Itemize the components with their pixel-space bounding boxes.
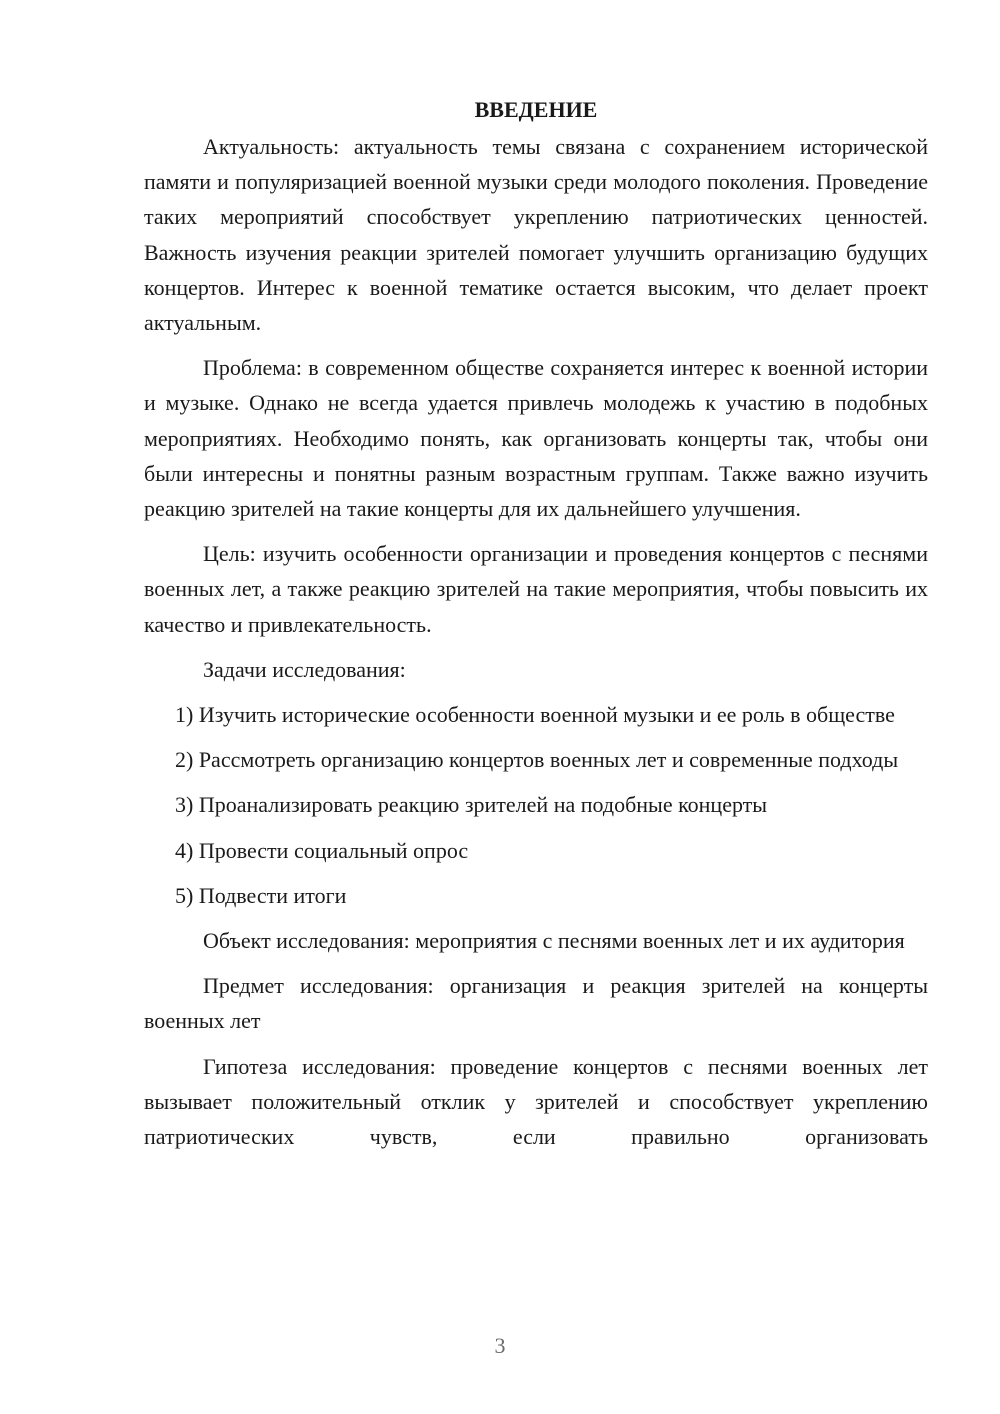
tasks-heading: Задачи исследования: xyxy=(203,656,406,682)
relevance-paragraph: Актуальность: актуальность темы связана с сохранением исторической памяти и популяризацией военной музыки среди молодого поколения. Проведение таких мероприятий способствует укреплению патриотических ценностей. Важность изучения реакции зрителей помогает улучшить организацию будущих концертов. Интерес к военной тематике остается высоким, что делает проект актуальным. xyxy=(144,134,928,336)
task-item-2: 2) Рассмотреть организацию концертов военных лет и современные подходы xyxy=(175,747,899,773)
object-paragraph: Объект исследования: мероприятия с песнями военных лет и их аудитория xyxy=(203,928,905,954)
goal-paragraph: Цель: изучить особенности организации и проведения концертов с песнями военных лет, а также реакцию зрителей на такие мероприятия, чтобы повысить их качество и привлекательность. xyxy=(144,541,928,637)
task-item-3: 3) Проанализировать реакцию зрителей на подобные концерты xyxy=(175,792,768,818)
section-title: ВВЕДЕНИЕ xyxy=(474,97,598,122)
task-item-1: 1) Изучить исторические особенности военной музыки и ее роль в обществе xyxy=(175,702,895,728)
problem-paragraph: Проблема: в современном обществе сохраняется интерес к военной истории и музыке. Однако не всегда удается привлечь молодежь к участию в подобных мероприятиях. Необходимо понять, как организовать концерты так, чтобы они были интересны и понятны разным возрастным группам. Также важно изучить реакцию зрителей на такие концерты для их дальнейшего улучшения. xyxy=(144,355,928,522)
subject-paragraph: Предмет исследования: организация и реакция зрителей на концерты военных лет xyxy=(144,973,928,1034)
task-item-4: 4) Провести социальный опрос xyxy=(175,837,469,863)
page-number: 3 xyxy=(494,1333,506,1358)
document-page xyxy=(144,92,928,1164)
task-item-5: 5) Подвести итоги xyxy=(175,882,347,908)
hypothesis-paragraph: Гипотеза исследования: проведение концертов с песнями военных лет вызывает положительный отклик у зрителей и способствует укреплению патриотических чувств, если правильно организовать xyxy=(144,1053,928,1150)
